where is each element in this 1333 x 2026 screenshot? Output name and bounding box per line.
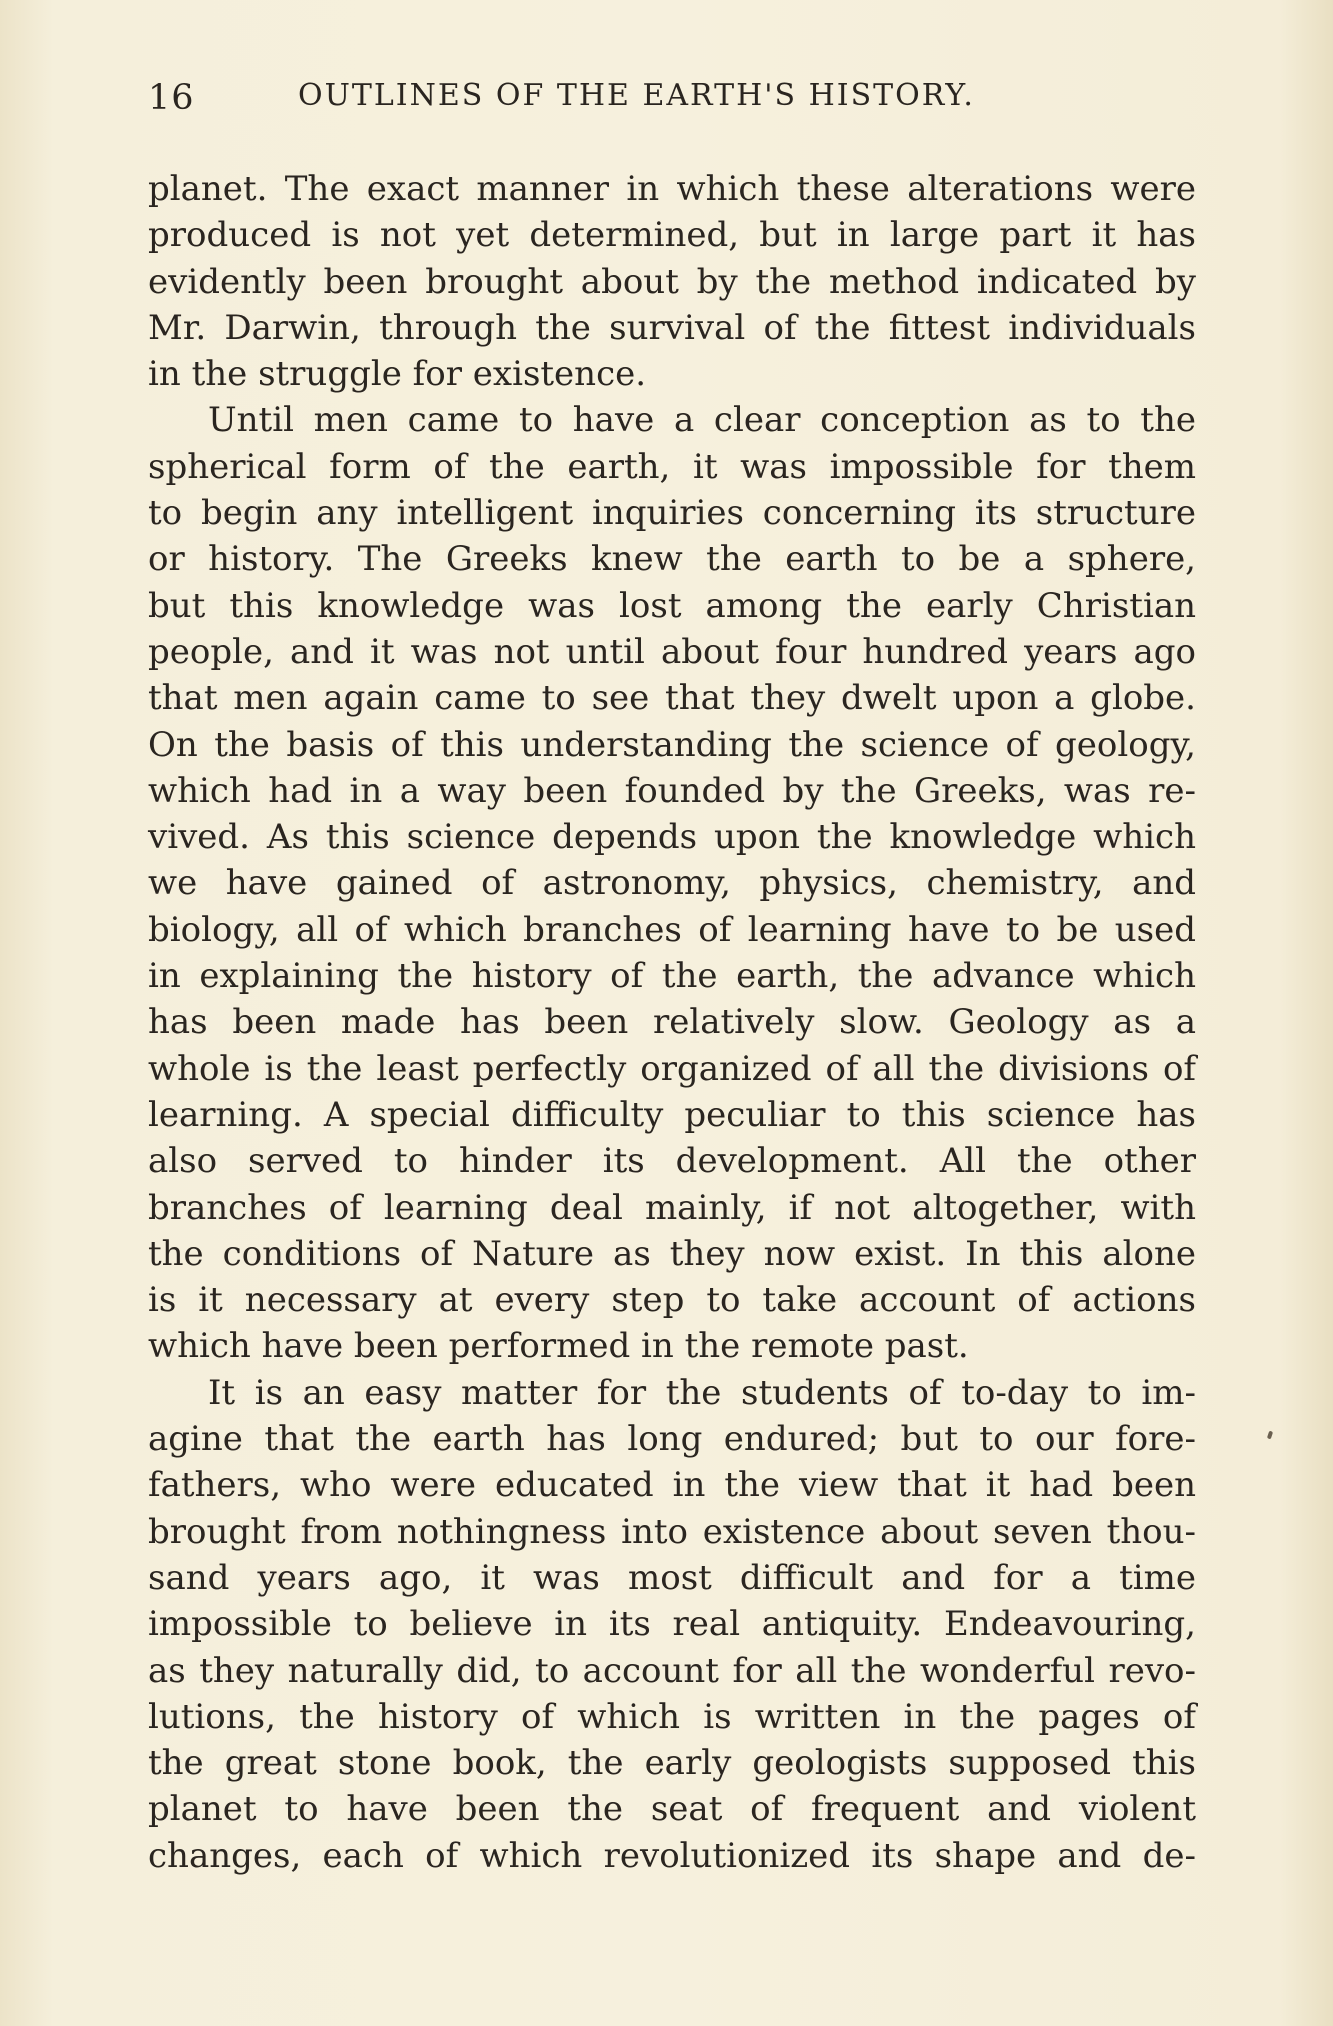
text-line: changes, each of which revolutionized its shape and de- <box>148 1835 1196 1876</box>
text-line: fathers, who were educated in the view that it had been <box>148 1465 1196 1506</box>
text-line: we have gained of astronomy, physics, chemistry, and <box>148 863 1196 904</box>
text-line: planet. The exact manner in which these alterations were <box>148 169 1196 209</box>
text-line: agine that the earth has long endured; but to our fore- <box>148 1419 1196 1460</box>
paragraph <box>148 1370 1196 1879</box>
text-line: brought from nothingness into existence about seven thou- <box>148 1511 1196 1552</box>
text-line: is it necessary at every step to take account of actions <box>148 1280 1196 1321</box>
text-line: Mr. Darwin, through the survival of the fittest individuals <box>148 307 1196 348</box>
text-line: also served to hinder its development. All the other <box>148 1141 1196 1182</box>
text-line: which have been performed in the remote past. <box>148 1326 969 1367</box>
text-line: sand years ago, it was most difficult and for a time <box>148 1557 1196 1598</box>
body-text <box>148 166 1196 1879</box>
text-line: or history. The Greeks knew the earth to be a sphere, <box>148 539 1196 580</box>
text-line: people, and it was not until about four hundred years ago <box>148 631 1196 672</box>
text-line: spherical form of the earth, it was impossible for them <box>148 446 1196 487</box>
text-line: biology, all of which branches of learning have to be used <box>148 909 1196 950</box>
text-line: On the basis of this understanding the science of geology, <box>148 724 1196 765</box>
page-number: 16 <box>148 78 195 118</box>
text-line: learning. A special difficulty peculiar to this science has <box>148 1094 1196 1135</box>
text-line: to begin any intelligent inquiries concerning its structure <box>148 493 1196 534</box>
text-line: produced is not yet determined, but in large part it has <box>148 215 1196 256</box>
text-line: has been made has been relatively slow. Geology as a <box>148 1002 1196 1043</box>
text-line: vived. As this science depends upon the knowledge which <box>148 817 1196 858</box>
text-line: Until men came to have a clear conception as to the <box>208 400 1196 441</box>
paragraph <box>148 166 1196 397</box>
text-line: It is an easy matter for the students of to-day to im- <box>208 1372 1196 1413</box>
paragraph <box>148 397 1196 1369</box>
page-header <box>148 78 1198 128</box>
text-line: evidently been brought about by the method indicated by <box>148 261 1196 302</box>
ink-speck <box>1267 1431 1273 1440</box>
text-line: impossible to believe in its real antiquity. Endeavouring, <box>148 1604 1196 1645</box>
text-line: lutions, the history of which is written in the pages of <box>148 1696 1196 1737</box>
text-line: in explaining the history of the earth, the advance which <box>148 956 1196 997</box>
text-line: branches of learning deal mainly, if not altogether, with <box>148 1187 1196 1228</box>
text-line: in the struggle for existence. <box>148 354 647 395</box>
text-line: the conditions of Nature as they now exist. In this alone <box>148 1233 1196 1274</box>
text-line: as they naturally did, to account for all the wonderful revo- <box>148 1650 1196 1691</box>
text-line: but this knowledge was lost among the early Christian <box>148 585 1196 626</box>
text-line: which had in a way been founded by the Greeks, was re- <box>148 770 1196 811</box>
text-line: whole is the least perfectly organized of all the divisions of <box>148 1048 1196 1089</box>
text-line: the great stone book, the early geologists supposed this <box>148 1743 1196 1784</box>
running-head: OUTLINES OF THE EARTH'S HISTORY. <box>298 78 975 113</box>
text-line: that men again came to see that they dwelt upon a globe. <box>148 678 1196 719</box>
text-line: planet to have been the seat of frequent and violent <box>148 1789 1196 1830</box>
